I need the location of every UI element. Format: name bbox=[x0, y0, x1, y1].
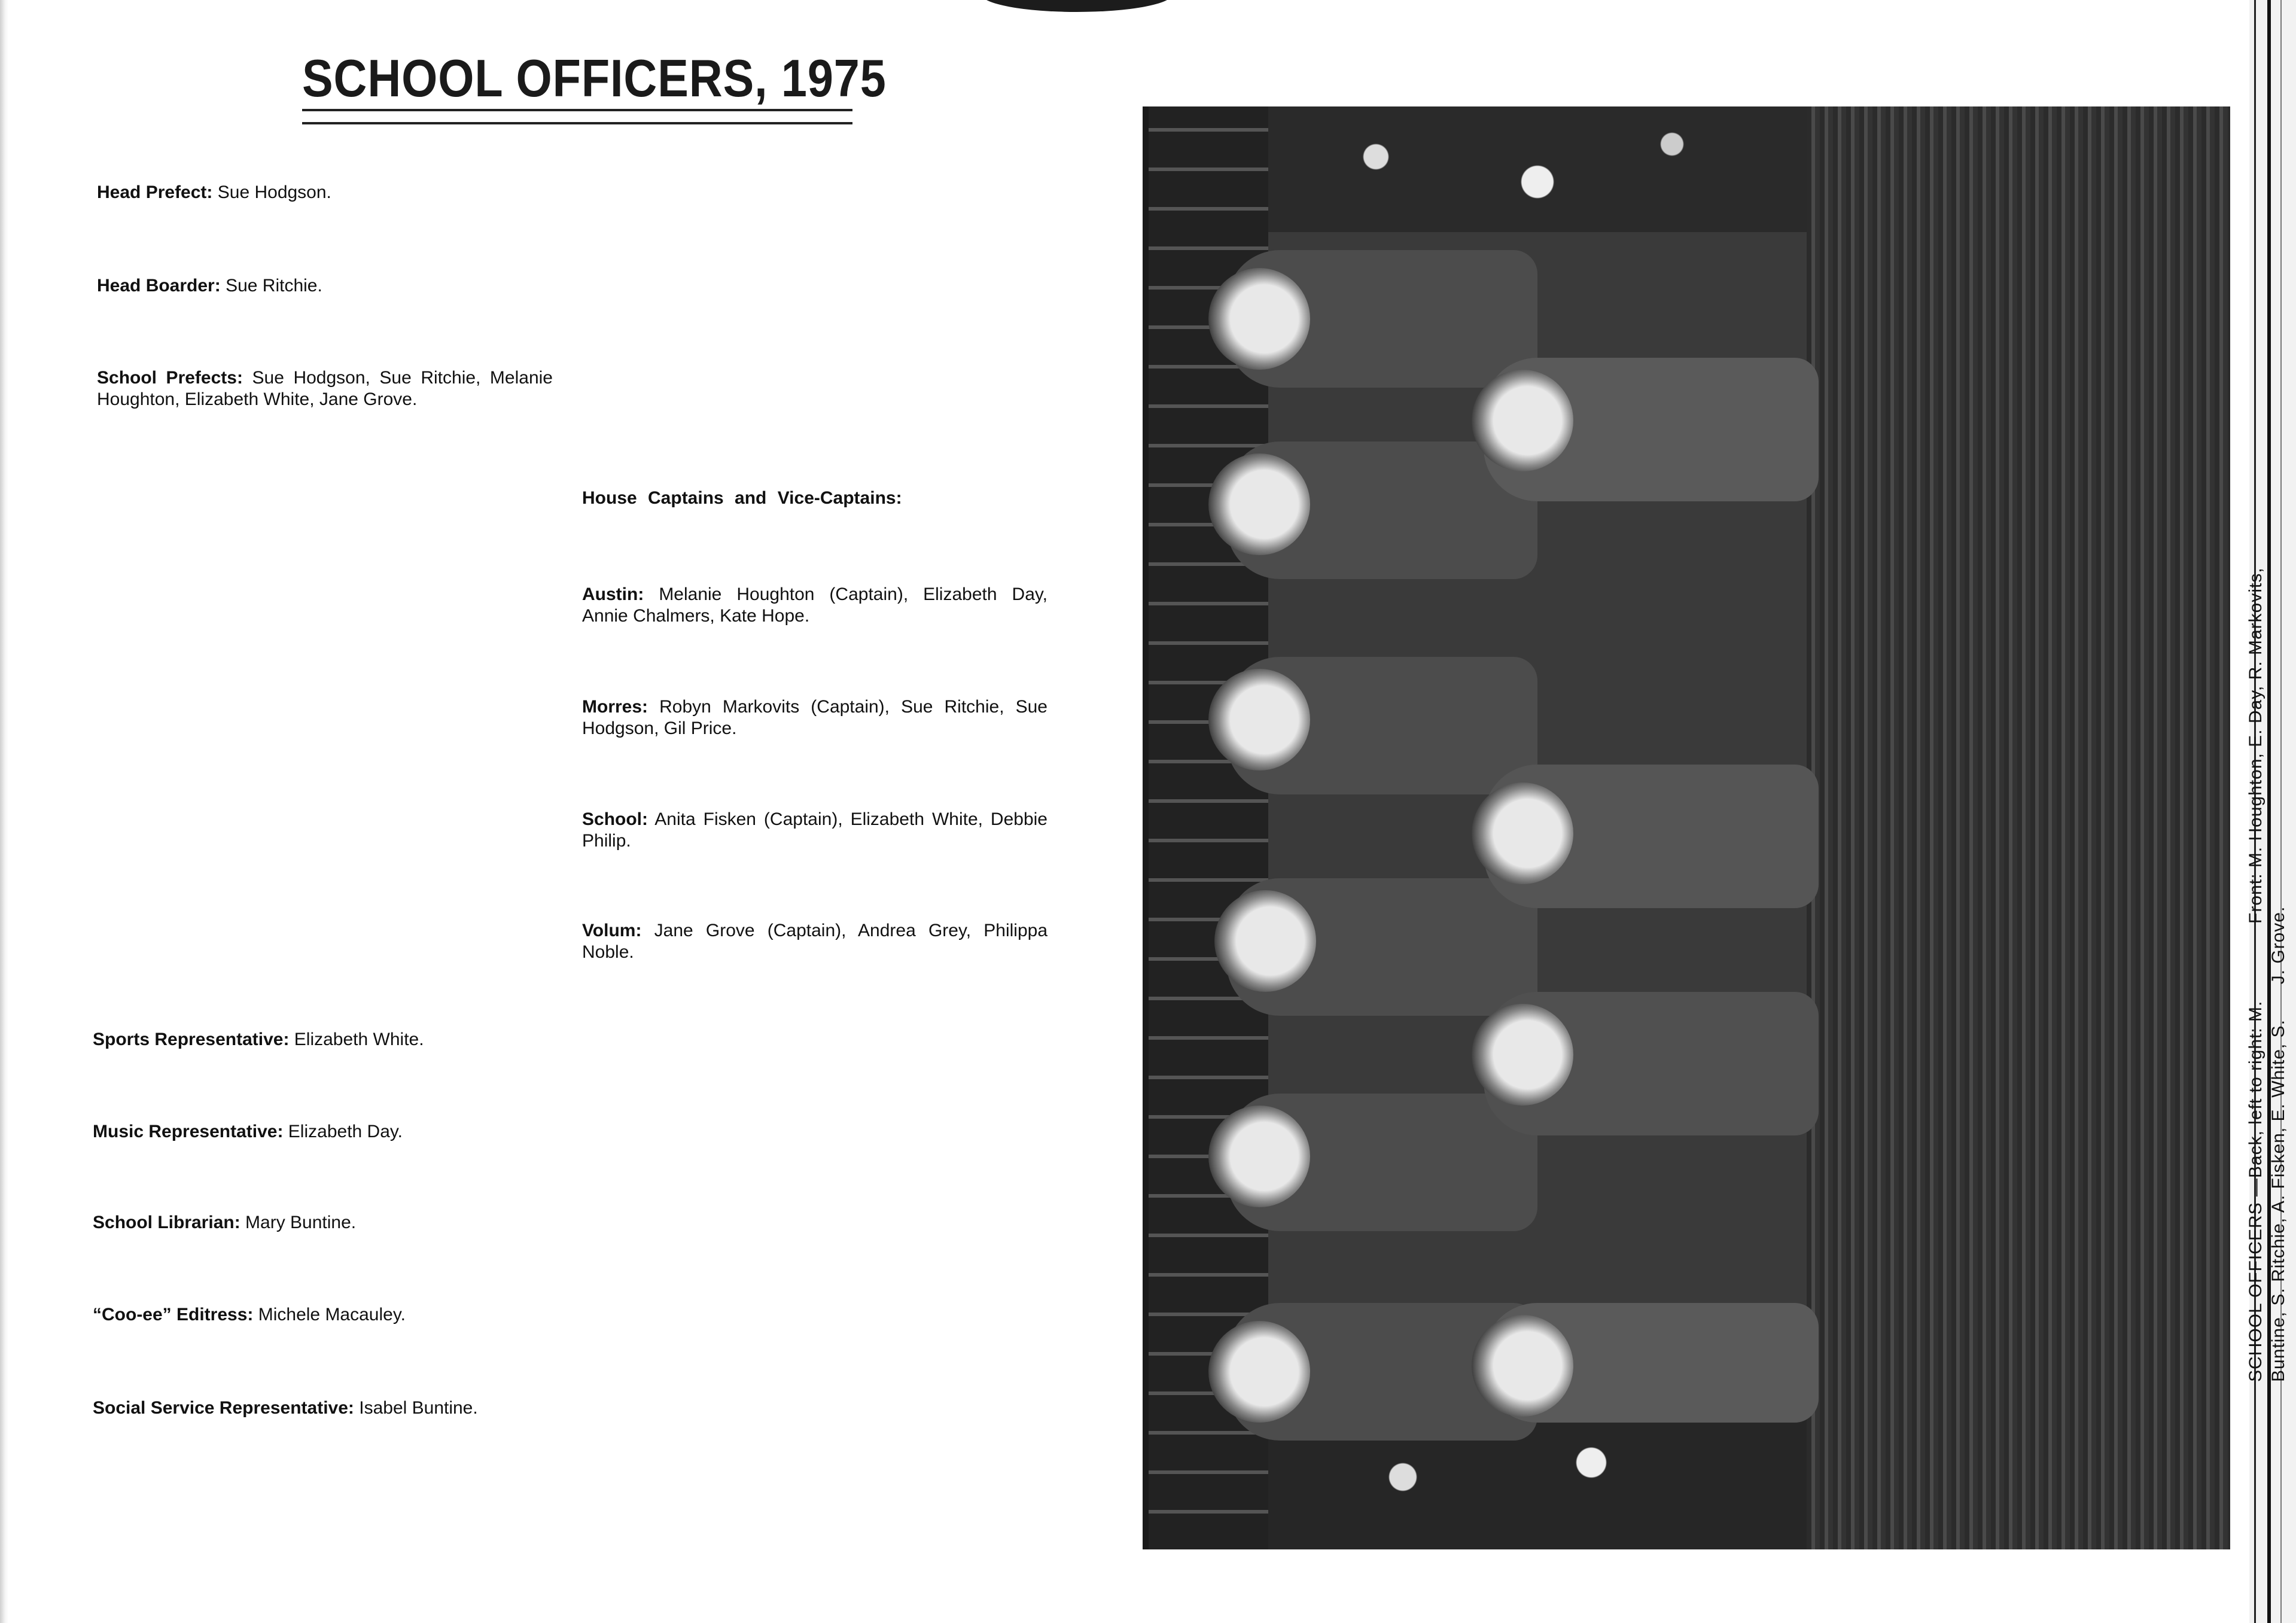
photo-face bbox=[1472, 1004, 1573, 1106]
head-prefect-entry bbox=[97, 182, 331, 203]
entry-label: Head Prefect: bbox=[97, 182, 213, 202]
head-boarder-entry bbox=[97, 275, 322, 297]
entry-label: School Librarian: bbox=[93, 1213, 240, 1232]
title-double-rule bbox=[302, 109, 852, 124]
entry-label: Morres: bbox=[582, 697, 648, 717]
photo-face bbox=[1208, 268, 1310, 370]
entry-label: School: bbox=[582, 809, 648, 829]
entry-label: Music Representative: bbox=[93, 1122, 284, 1141]
entry-value: Elizabeth White. bbox=[294, 1030, 424, 1049]
entry-label: Sports Representative: bbox=[93, 1030, 290, 1049]
photo-grass bbox=[1807, 106, 2230, 1549]
caption-text: J. Grove. bbox=[2268, 906, 2288, 985]
entry-value: Sue Hodgson, Sue Ritchie, Melanie Houghton, Elizabeth White, Jane Grove. bbox=[97, 368, 553, 409]
page-title: SCHOOL OFFICERS, 1975 bbox=[302, 48, 887, 108]
photo-face bbox=[1208, 1321, 1310, 1423]
entry-value: Mary Buntine. bbox=[245, 1213, 357, 1232]
school-librarian-entry bbox=[93, 1212, 356, 1234]
photo-face bbox=[1208, 453, 1310, 555]
photo-face bbox=[1208, 1106, 1310, 1207]
photo-foliage bbox=[1268, 106, 1807, 232]
entry-value: Anita Fisken (Captain), Elizabeth White, Debbie Philip. bbox=[582, 809, 1047, 851]
photo-face bbox=[1472, 370, 1573, 471]
cooee-editress-entry bbox=[93, 1304, 406, 1326]
entry-value: Robyn Markovits (Captain), Sue Ritchie, Sue Hodgson, Gil Price. bbox=[582, 697, 1047, 738]
caption-text: Buntine, S. Ritchie, A. Fisken, E. White, S. bbox=[2268, 1019, 2288, 1382]
entry-value: Jane Grove (Captain), Andrea Grey, Philippa Noble. bbox=[582, 921, 1047, 962]
photo-face bbox=[1208, 669, 1310, 771]
house-morres-entry bbox=[582, 696, 1047, 739]
scan-artifact bbox=[981, 0, 1173, 12]
photo-face bbox=[1472, 782, 1573, 884]
entry-value: Melanie Houghton (Captain), Elizabeth Day, Annie Chalmers, Kate Hope. bbox=[582, 584, 1047, 626]
sports-representative-entry bbox=[93, 1029, 424, 1050]
entry-value: Sue Hodgson. bbox=[217, 182, 331, 202]
house-captains-heading: House Captains and Vice-Captains: bbox=[582, 488, 902, 508]
entry-value: Elizabeth Day. bbox=[288, 1122, 403, 1141]
music-representative-entry bbox=[93, 1121, 403, 1143]
social-service-representative-entry bbox=[93, 1397, 478, 1419]
entry-label: Volum: bbox=[582, 921, 642, 940]
school-prefects-entry bbox=[97, 367, 553, 410]
photo-face bbox=[1472, 1315, 1573, 1417]
caption-line-2 bbox=[2267, 245, 2290, 1382]
photo-face bbox=[1214, 890, 1316, 992]
house-school-entry bbox=[582, 809, 1047, 852]
house-volum-entry bbox=[582, 920, 1047, 963]
entry-value: Michele Macauley. bbox=[258, 1305, 406, 1324]
house-austin-entry bbox=[582, 584, 1047, 627]
entry-value: Sue Ritchie. bbox=[226, 276, 322, 296]
entry-label: Social Service Representative: bbox=[93, 1398, 354, 1418]
photo-caption bbox=[2245, 245, 2290, 1382]
entry-value: Isabel Buntine. bbox=[359, 1398, 478, 1418]
entry-label: School Prefects: bbox=[97, 368, 243, 388]
caption-text: SCHOOL OFFICERS —Back, left to right: M. bbox=[2246, 1000, 2265, 1382]
entry-label: “Coo-ee” Editress: bbox=[93, 1305, 254, 1324]
entry-label: Austin: bbox=[582, 584, 644, 604]
entry-label: Head Boarder: bbox=[97, 276, 221, 296]
scan-edge-left bbox=[0, 0, 8, 1623]
caption-text: Front: M. Houghton, E. Day, R. Markovits, bbox=[2246, 567, 2265, 924]
group-photo bbox=[1143, 106, 2230, 1549]
caption-line-1 bbox=[2245, 245, 2267, 1382]
